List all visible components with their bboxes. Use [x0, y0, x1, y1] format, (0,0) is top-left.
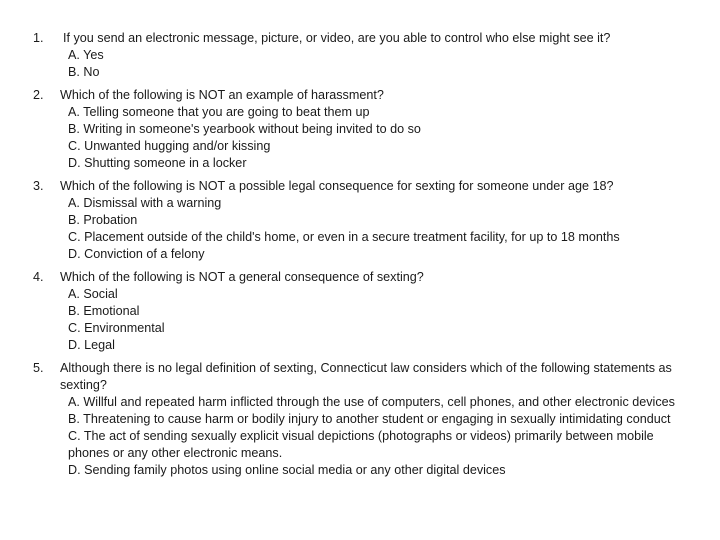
question-text: If you send an electronic message, picture, or video, are you able to control who else might see it?: [63, 31, 611, 45]
question-number: 2.: [33, 88, 44, 102]
question-number: 4.: [33, 270, 44, 284]
question-text: Which of the following is NOT a possible legal consequence for sexting for someone under age 18?: [60, 179, 614, 193]
question-text: Which of the following is NOT a general consequence of sexting?: [60, 270, 424, 284]
option-d: D. Shutting someone in a locker: [68, 156, 247, 170]
question-4: [0, 269, 720, 354]
quiz-document: [0, 30, 720, 485]
option-a: A. Willful and repeated harm inflicted through the use of computers, cell phones, and other electronic devices: [68, 395, 675, 409]
option-d: D. Sending family photos using online social media or any other digital devices: [68, 463, 506, 477]
option-b: B. Writing in someone's yearbook without being invited to do so: [68, 122, 421, 136]
option-b: B. Probation: [68, 213, 138, 227]
answer-options: [68, 394, 696, 479]
question-number: 1.: [33, 31, 44, 45]
question-text: Which of the following is NOT an example of harassment?: [60, 88, 384, 102]
question-number: 3.: [33, 179, 44, 193]
question-number: 5.: [33, 361, 44, 375]
option-c: C. The act of sending sexually explicit visual depictions (photographs or videos) primarily between mobile phones or any other electronic means.: [68, 429, 654, 460]
question-1: [0, 30, 720, 81]
option-b: B. Threatening to cause harm or bodily injury to another student or engaging in sexually intimidating conduct: [68, 412, 671, 426]
question-5: [0, 360, 720, 479]
option-b: B. Emotional: [68, 304, 140, 318]
question-2: [0, 87, 720, 172]
option-a: A. Dismissal with a warning: [68, 196, 222, 210]
option-c: C. Environmental: [68, 321, 165, 335]
answer-options: [68, 286, 696, 354]
option-c: C. Placement outside of the child's home, or even in a secure treatment facility, for up to 18 months: [68, 230, 620, 244]
question-3: [0, 178, 720, 263]
option-a: A. Yes: [68, 48, 104, 62]
option-a: A. Social: [68, 287, 118, 301]
option-a: A. Telling someone that you are going to beat them up: [68, 105, 370, 119]
answer-options: [68, 47, 696, 81]
option-b: B. No: [68, 65, 100, 79]
question-text: Although there is no legal definition of sexting, Connecticut law considers which of the following statements as sexting?: [60, 361, 672, 392]
answer-options: [68, 195, 696, 263]
option-d: D. Conviction of a felony: [68, 247, 205, 261]
answer-options: [68, 104, 696, 172]
option-c: C. Unwanted hugging and/or kissing: [68, 139, 271, 153]
option-d: D. Legal: [68, 338, 115, 352]
